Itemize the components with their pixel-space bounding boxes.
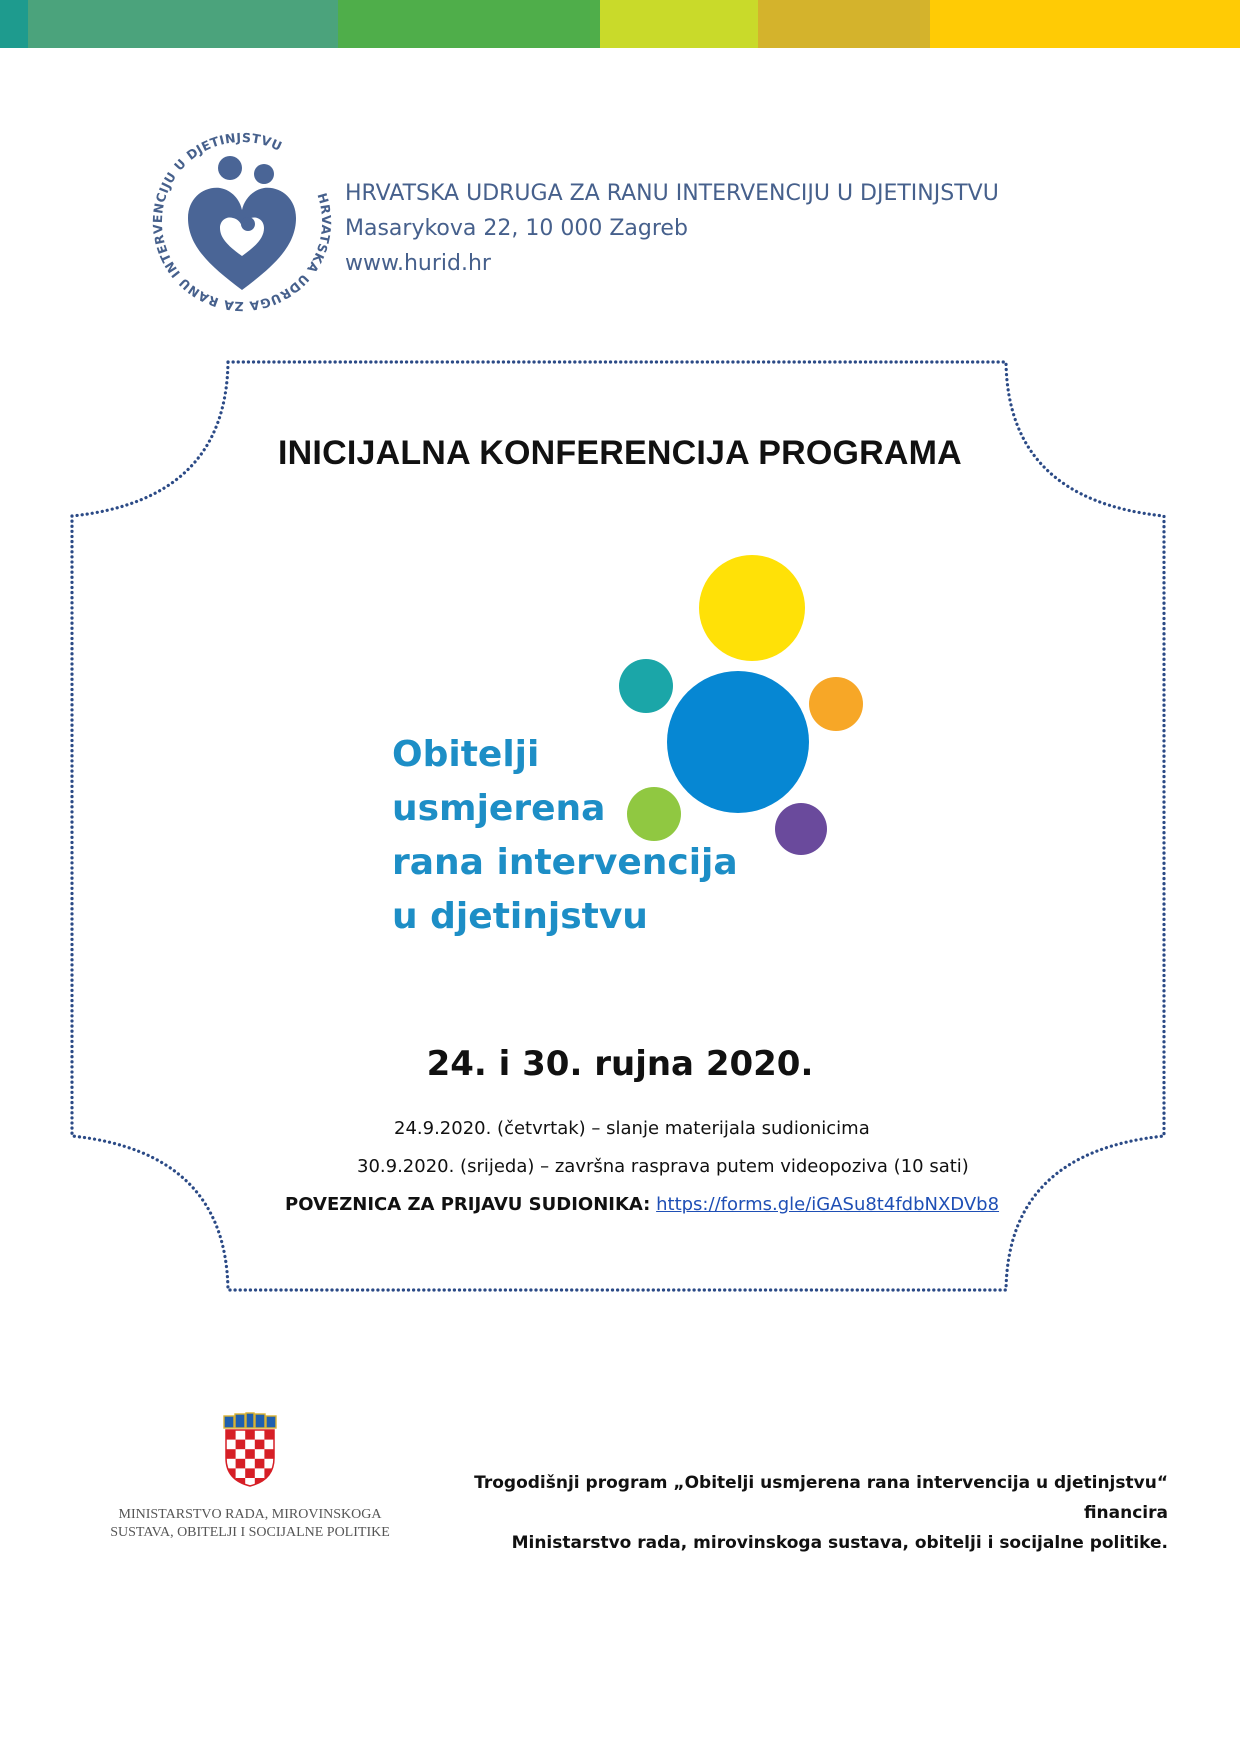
funding-statement bbox=[408, 1468, 1168, 1558]
logo-ring-text: HRVATSKA UDRUGA ZA RANU INTERVENCIJU U DJETINJSTVU bbox=[149, 129, 335, 315]
program-logo bbox=[380, 548, 880, 968]
organization-address: Masarykova 22, 10 000 Zagreb bbox=[345, 216, 688, 241]
program-logo-line-4: u djetinjstvu bbox=[392, 896, 648, 937]
ministry-name-line-2: SUSTAVA, OBITELJI I SOCIJALNE POLITIKE bbox=[110, 1525, 390, 1540]
color-segment-sea-green bbox=[28, 0, 338, 48]
color-segment-mustard bbox=[758, 0, 930, 48]
yellow-circle bbox=[699, 555, 805, 661]
croatian-coat-of-arms-icon bbox=[220, 1412, 280, 1488]
ministry-block bbox=[100, 1412, 400, 1542]
schedule-line-1: 24.9.2020. (četvrtak) – slanje materijala sudionicima bbox=[394, 1118, 870, 1139]
funding-line-1: Trogodišnji program „Obitelji usmjerena rana intervencija u djetinjstvu“ financira bbox=[474, 1473, 1168, 1523]
schedule-line-2: 30.9.2020. (srijeda) – završna rasprava putem videopoziva (10 sati) bbox=[357, 1156, 969, 1177]
organization-name: HRVATSKA UDRUGA ZA RANU INTERVENCIJU U DJETINJSTVU bbox=[345, 181, 999, 206]
teal-circle bbox=[619, 659, 673, 713]
purple-circle bbox=[775, 803, 827, 855]
ministry-name-line-1: MINISTARSTVO RADA, MIROVINSKOGA bbox=[118, 1507, 382, 1522]
registration-link-row bbox=[285, 1194, 999, 1215]
color-segment-green bbox=[338, 0, 600, 48]
funding-line-2: Ministarstvo rada, mirovinskoga sustava, obitelji i socijalne politike. bbox=[511, 1533, 1168, 1553]
organization-website[interactable]: www.hurid.hr bbox=[345, 251, 491, 276]
page-title: INICIJALNA KONFERENCIJA PROGRAMA bbox=[278, 434, 962, 472]
blue-circle bbox=[667, 671, 809, 813]
event-dates: 24. i 30. rujna 2020. bbox=[426, 1044, 814, 1084]
color-segment-teal bbox=[0, 0, 28, 48]
program-logo-line-2: usmjerena bbox=[392, 788, 606, 829]
green-circle bbox=[627, 787, 681, 841]
ministry-name bbox=[100, 1506, 400, 1542]
program-logo-line-1: Obitelji bbox=[392, 734, 540, 775]
color-segment-lime bbox=[600, 0, 758, 48]
hurid-logo bbox=[148, 128, 336, 316]
top-color-bar bbox=[0, 0, 1240, 48]
orange-circle bbox=[809, 677, 863, 731]
registration-link-label: POVEZNICA ZA PRIJAVU SUDIONIKA: bbox=[285, 1194, 651, 1215]
organization-info bbox=[345, 176, 999, 281]
registration-link[interactable]: https://forms.gle/iGASu8t4fdbNXDVb8 bbox=[656, 1194, 1000, 1215]
program-logo-line-3: rana intervencija bbox=[392, 842, 738, 883]
color-segment-yellow bbox=[930, 0, 1240, 48]
